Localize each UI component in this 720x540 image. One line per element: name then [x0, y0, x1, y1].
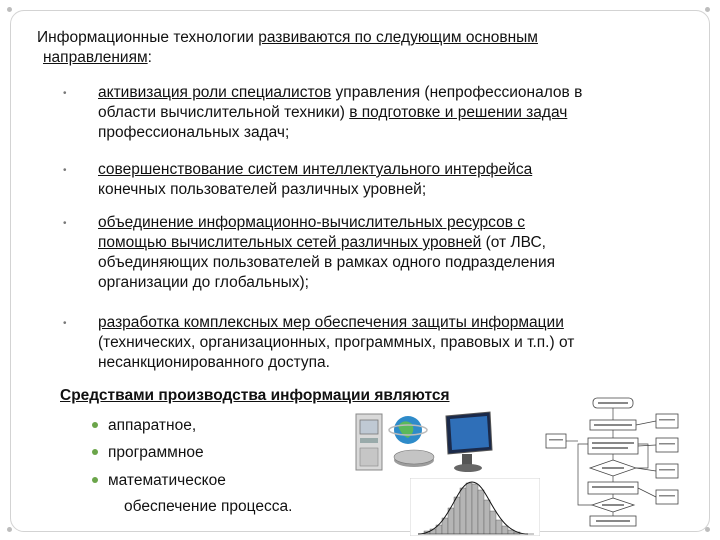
- means-item: [108, 471, 226, 491]
- slide-heading: [37, 28, 677, 68]
- corner-dot: [7, 7, 12, 12]
- means-item-text: аппаратное,: [108, 417, 197, 434]
- item-text: области вычислительной техники): [98, 104, 350, 121]
- item-text: управления (непрофессионалов в: [331, 84, 583, 101]
- list-item: [98, 160, 678, 200]
- means-title: Средствами производства информации являются: [60, 387, 450, 404]
- bullet-icon: •: [63, 165, 67, 176]
- green-bullet-icon: [92, 449, 98, 455]
- item-text: объединение информационно-вычислительных ресурсов с: [98, 214, 526, 231]
- item-text: конечных пользователей различных уровней;: [98, 181, 427, 198]
- bullet-icon: •: [63, 318, 67, 329]
- heading-text-underlined: развиваются по следующим основным: [258, 29, 538, 46]
- heading-text: :: [147, 49, 152, 66]
- bullet-icon: •: [63, 88, 67, 99]
- item-text: (от ЛВС,: [481, 234, 546, 251]
- list-item: [98, 213, 678, 293]
- list-item: [98, 83, 678, 143]
- item-text: организации до глобальных);: [98, 274, 309, 291]
- item-text: разработка комплексных мер обеспечения защиты информации: [98, 314, 564, 331]
- item-text: (технических, организационных, программных, правовых и т.п.) от: [98, 334, 575, 351]
- normal-distribution-histogram: [410, 478, 540, 536]
- item-text: объединяющих пользователей в рамках одного подразделения: [98, 254, 556, 271]
- item-text: активизация роли специалистов: [98, 84, 332, 101]
- item-text: профессиональных задач;: [98, 124, 290, 141]
- bullet-icon: •: [63, 218, 67, 229]
- green-bullet-icon: [92, 477, 98, 483]
- means-item: [108, 443, 204, 463]
- item-text: совершенствование систем интеллектуального интерфейса: [98, 161, 533, 178]
- list-item: [98, 313, 678, 373]
- item-text: в подготовке и решении задач: [349, 104, 568, 121]
- flowchart-diagram: [538, 394, 708, 536]
- heading-text: Информационные технологии: [37, 29, 259, 46]
- heading-text-underlined: направлениям: [43, 49, 148, 66]
- means-item-text: программное: [108, 444, 204, 461]
- corner-dot: [7, 527, 12, 532]
- means-item-text: обеспечение процесса.: [124, 498, 293, 515]
- item-text: помощью вычислительных сетей различных уровней: [98, 234, 482, 251]
- green-bullet-icon: [92, 422, 98, 428]
- item-text: несанкционированного доступа.: [98, 354, 330, 371]
- means-item-text: математическое: [108, 472, 226, 489]
- corner-dot: [705, 7, 710, 12]
- hardware-equipment-illustration: [352, 408, 512, 476]
- means-item: [108, 416, 196, 436]
